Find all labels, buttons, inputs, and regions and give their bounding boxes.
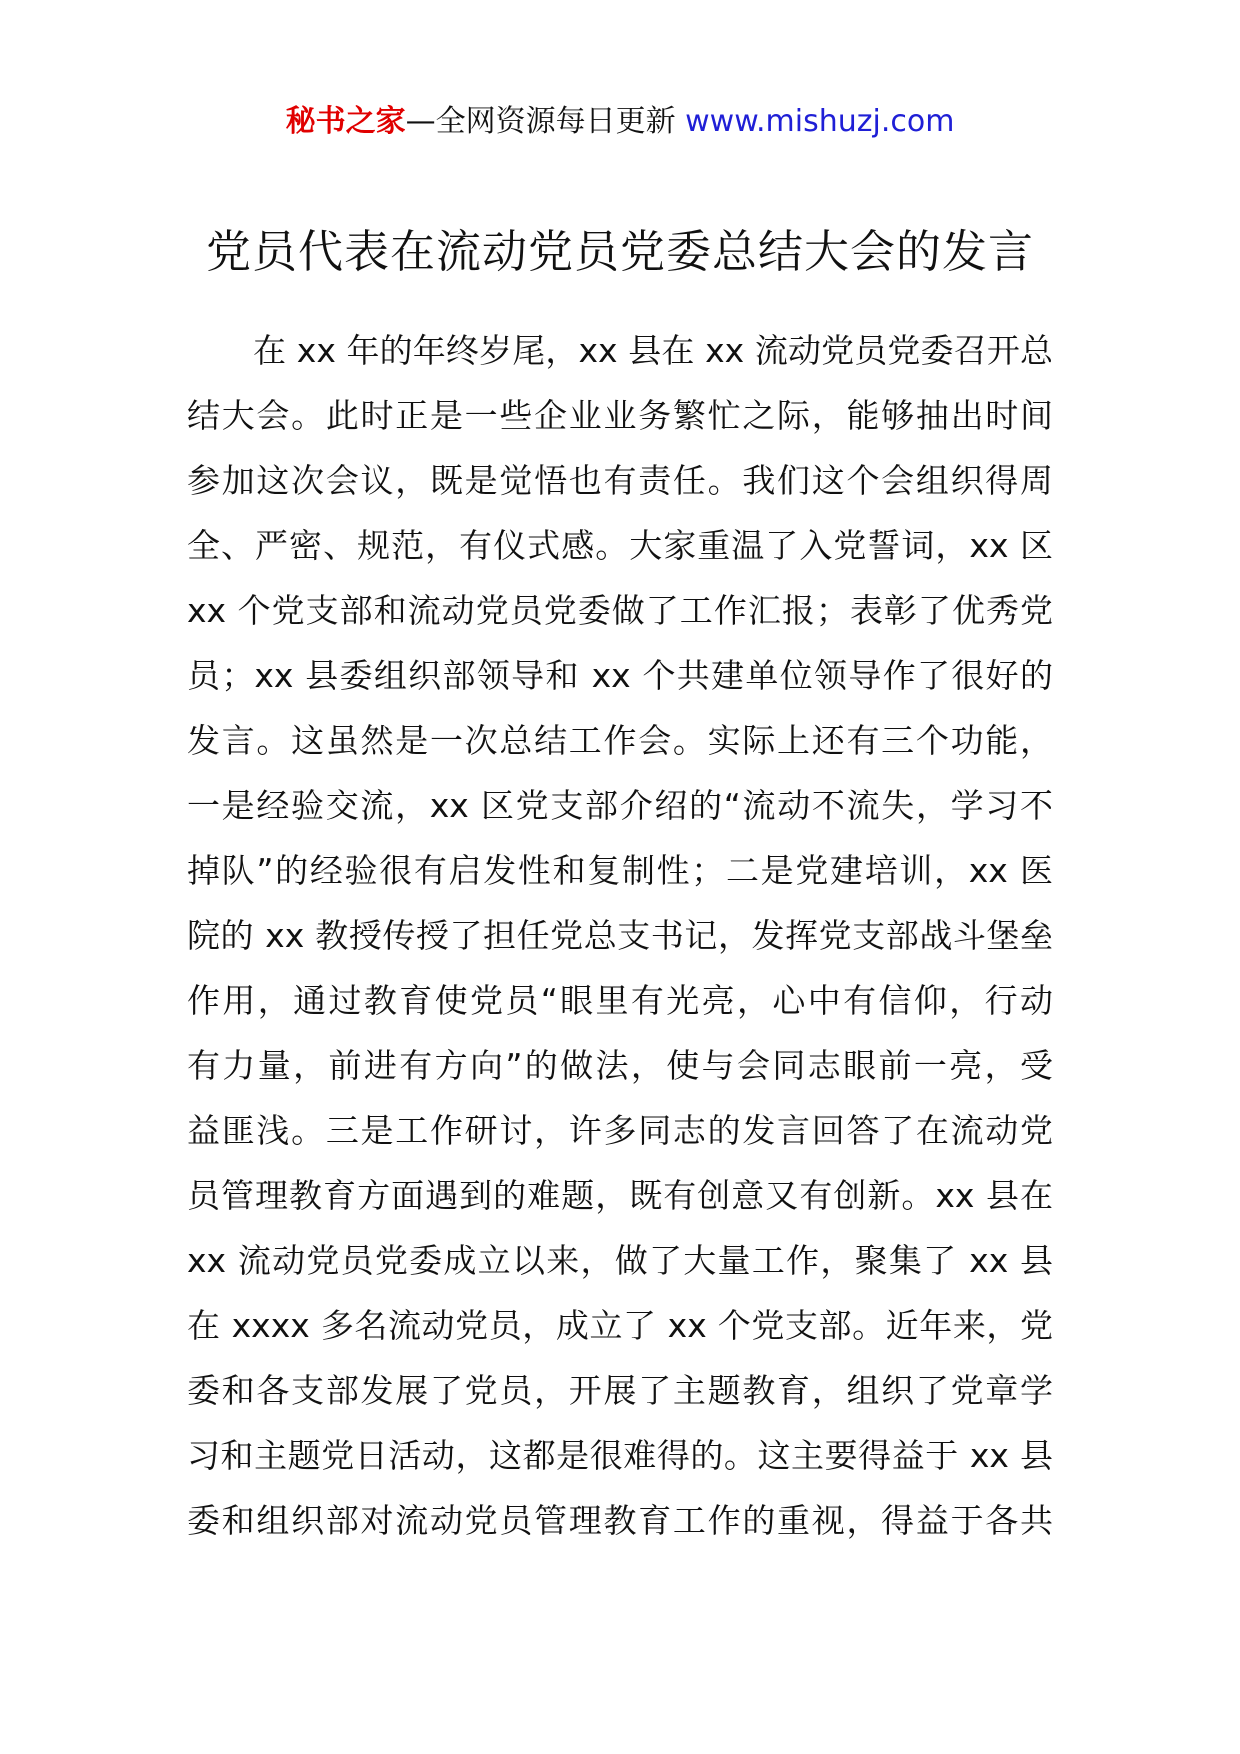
paragraph-line: xx 流动党员党委成立以来，做了大量工作，聚集了 xx 县 (187, 1241, 1053, 1280)
paragraph-line: 院的 xx 教授传授了担任党总支书记，发挥党支部战斗堡垒 (187, 916, 1053, 955)
paragraph-line: 习和主题党日活动，这都是很难得的。这主要得益于 xx 县 (187, 1436, 1053, 1475)
site-url: www.mishuzj.com (685, 104, 955, 139)
paragraph-line: 全、严密、规范，有仪式感。大家重温了入党誓词，xx 区 (187, 526, 1053, 565)
paragraph-line: 作用，通过教育使党员“眼里有光亮，心中有信仰，行动 (187, 981, 1053, 1020)
site-name: 秘书之家 (285, 104, 406, 139)
paragraph-line: 参加这次会议，既是觉悟也有责任。我们这个会组织得周 (187, 461, 1053, 500)
paragraph-line: 在 xxxx 多名流动党员，成立了 xx 个党支部。近年来，党 (187, 1306, 1053, 1345)
paragraph-line: 益匪浅。三是工作研讨，许多同志的发言回答了在流动党 (187, 1111, 1053, 1150)
site-header (0, 100, 1240, 144)
document-title: 党员代表在流动党员党委总结大会的发言 (205, 225, 1034, 278)
site-slogan: —全网资源每日更新 (405, 104, 686, 139)
paragraph-line: 委和组织部对流动党员管理教育工作的重视，得益于各共 (187, 1501, 1053, 1540)
paragraph-line: 员管理教育方面遇到的难题，既有创意又有创新。xx 县在 (187, 1176, 1053, 1215)
paragraph-line: 发言。这虽然是一次总结工作会。实际上还有三个功能， (187, 721, 1053, 760)
paragraph-line: 有力量，前进有方向”的做法，使与会同志眼前一亮，受 (187, 1046, 1053, 1085)
paragraph-line: 在 xx 年的年终岁尾，xx 县在 xx 流动党员党委召开总 (253, 331, 1053, 370)
paragraph-line: 员；xx 县委组织部领导和 xx 个共建单位领导作了很好的 (187, 656, 1053, 695)
paragraph-line: 掉队”的经验很有启发性和复制性；二是党建培训，xx 医 (187, 851, 1053, 890)
document-body (187, 318, 1053, 1553)
paragraph-line: xx 个党支部和流动党员党委做了工作汇报；表彰了优秀党 (187, 591, 1053, 630)
paragraph-line: 委和各支部发展了党员，开展了主题教育，组织了党章学 (187, 1371, 1053, 1410)
paragraph-line: 结大会。此时正是一些企业业务繁忙之际，能够抽出时间 (187, 396, 1053, 435)
paragraph-line: 一是经验交流，xx 区党支部介绍的“流动不流失，学习不 (187, 786, 1053, 825)
